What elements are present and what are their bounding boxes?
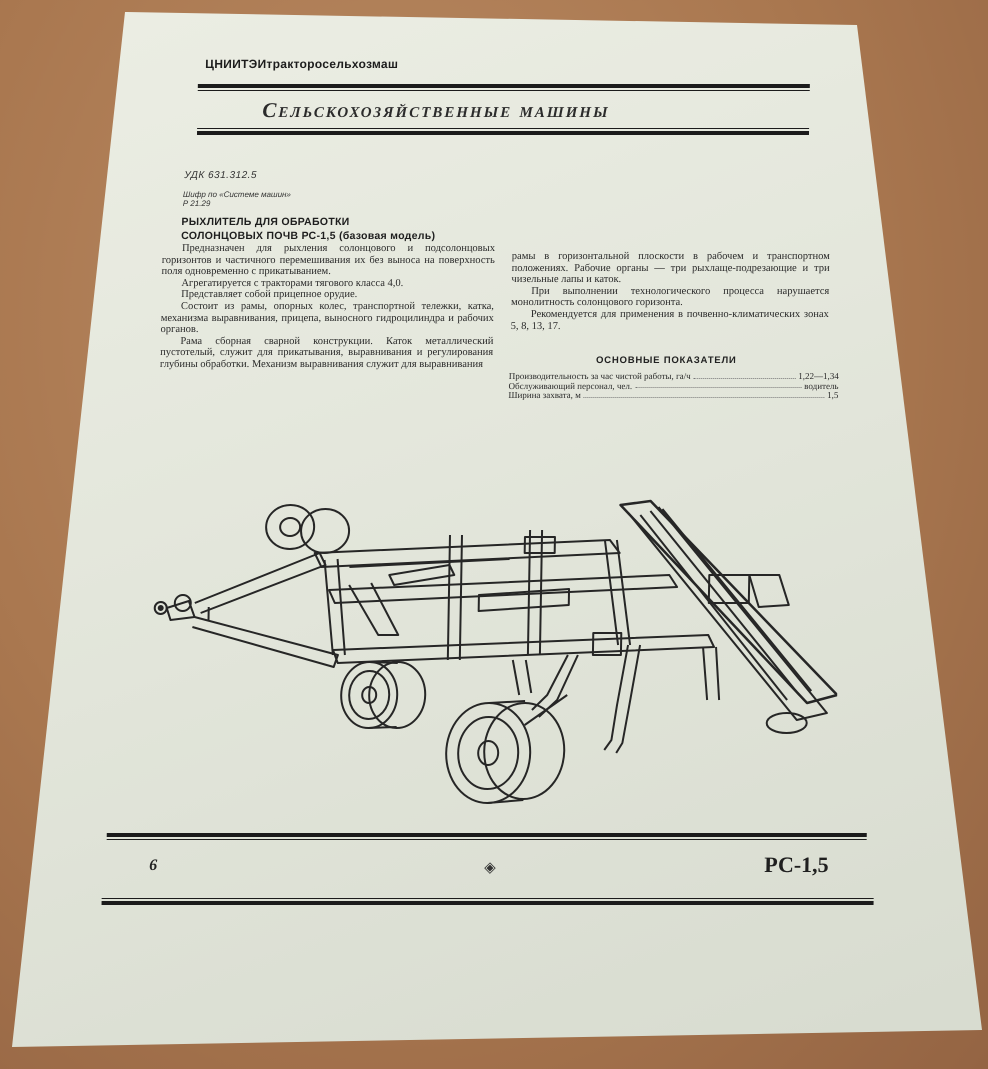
header-rule-top-thin: [198, 90, 810, 91]
paragraph: Представляет собой прицепное орудие.: [181, 289, 358, 301]
params-table: [508, 372, 838, 401]
paragraph: При выполнении технологического процесса нарушается монолитность солонцового горизонта.: [510, 285, 830, 309]
system-code: [183, 190, 291, 208]
footer-rule-bottom: [102, 901, 874, 905]
article-title-line2: СОЛОНЦОВЫХ ПОЧВ РС-1,5 (базовая модель): [181, 230, 436, 242]
paragraph: Рама сборная сварной конструкции. Каток металлический пустотелый, служит для прикатывания, выравнивания и регулирования глубины обработки. Механизм выравнивания служит для выравнивания: [159, 335, 494, 370]
header-rule-bottom-thin: [197, 128, 809, 129]
article-title: [181, 215, 436, 243]
footer-rule-top: [107, 833, 867, 837]
roller-drawing: [617, 501, 841, 733]
publisher-name: ЦНИИТЭИтракторосельхозмаш: [205, 57, 399, 71]
model-name: РС-1,5: [764, 852, 829, 877]
params-row: [508, 391, 838, 401]
param-value: водитель: [804, 380, 839, 391]
udc-code: УДК 631.312.5: [184, 170, 258, 181]
system-code-line2: Р 21.29: [182, 199, 211, 208]
footer-rule-bottom-thin: [102, 898, 874, 899]
param-value: 1,5: [827, 390, 839, 400]
paragraph: Агрегатируется с тракторами тягового класса 4,0.: [181, 277, 404, 289]
frame-drawing: [313, 530, 716, 663]
article-title-line1: РЫХЛИТЕЛЬ ДЛЯ ОБРАБОТКИ: [181, 216, 350, 228]
wheel-drawing: [266, 505, 350, 553]
param-label: Ширина захвата, м: [508, 390, 581, 400]
page-number: 6: [149, 857, 158, 874]
footer-rule-top-thin: [107, 839, 867, 840]
paragraph: Рекомендуется для применения в почвенно-климатических зонах 5, 8, 13, 17.: [510, 308, 829, 332]
header-rule-bottom: [197, 131, 809, 135]
shanks-drawing: [511, 645, 720, 753]
wheel-drawing: [341, 662, 426, 728]
text-column-right: [511, 251, 830, 332]
machine-illustration: [145, 495, 841, 825]
drawbar-drawing: [192, 553, 340, 667]
series-title: Сельскохозяйственные машины: [262, 98, 610, 122]
hitch-drawing: [155, 595, 195, 620]
paragraph: Предназначен для рыхления солонцового и подсолонцовых горизонтов и частичного перемешивания их без выноса на поверхность поля одновременно с прикатыванием.: [161, 243, 496, 278]
paragraph: Состоит из рамы, опорных колес, транспортной тележки, катка, механизма выравнивания, прицепа, выносного гидроцилиндра и рабочих органов.: [160, 300, 495, 336]
header-rule-top: [198, 84, 810, 88]
param-value: 1,22—1,34: [798, 371, 839, 381]
paragraph: рамы в горизонтальной плоскости в рабочем и транспортном положениях. Рабочие органы — три рыхлаще-подрезающие и три чизельные лапы и каток.: [511, 251, 830, 286]
system-code-line1: Шифр по «Системе машин»: [182, 190, 291, 199]
wheel-drawing: [445, 695, 567, 803]
params-heading: ОСНОВНЫЕ ПОКАЗАТЕЛИ: [595, 355, 737, 366]
ornament-icon: ◈: [484, 860, 496, 876]
param-label: Обслуживающий персонал, чел.: [508, 380, 633, 391]
text-column-left: [160, 243, 495, 371]
param-label: Производительность за час чистой работы, га/ч: [508, 371, 691, 381]
